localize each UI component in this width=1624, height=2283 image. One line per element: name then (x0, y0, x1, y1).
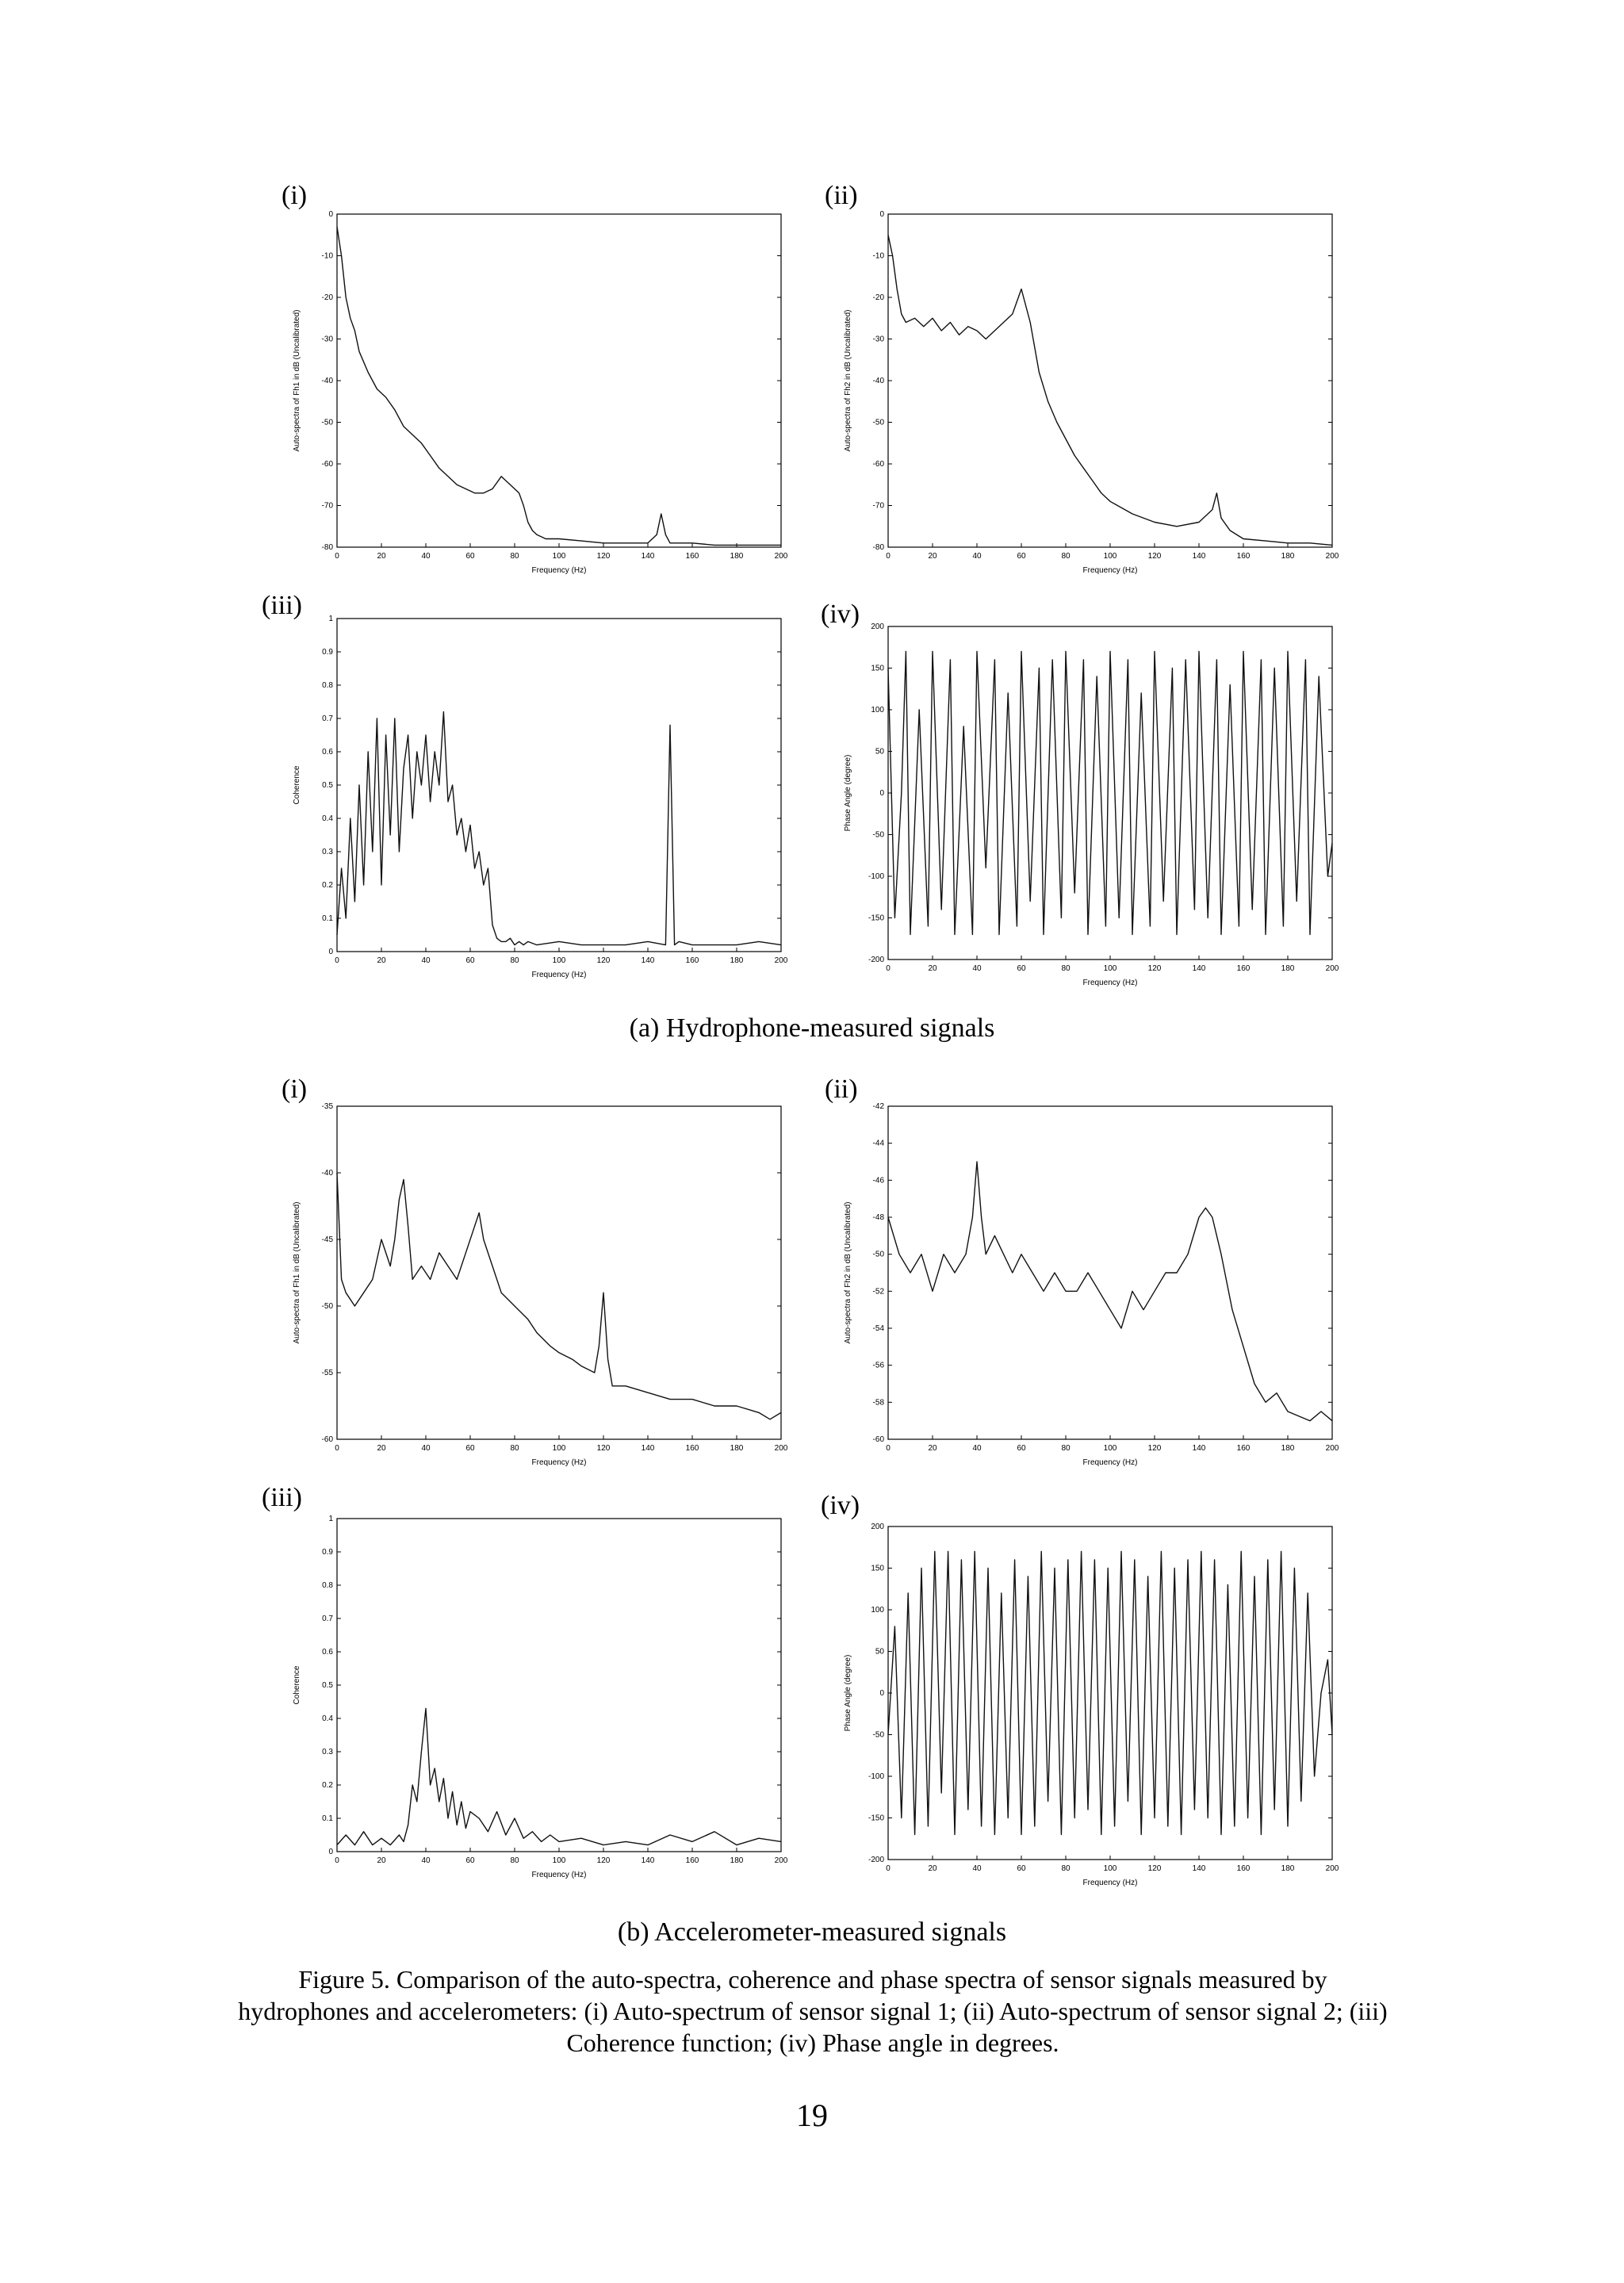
y-tick-label: -56 (872, 1361, 884, 1370)
x-tick-label: 200 (1325, 1864, 1339, 1873)
y-tick-label: -70 (872, 501, 884, 511)
x-tick-label: 0 (335, 1856, 339, 1865)
y-tick-label: -50 (872, 1250, 884, 1259)
y-tick-label: -60 (872, 460, 884, 469)
x-tick-label: 140 (641, 552, 655, 561)
y-tick-label: 0.4 (322, 1714, 333, 1723)
x-tick-label: 200 (774, 956, 788, 965)
y-tick-label: 0 (328, 1848, 333, 1856)
x-tick-label: 100 (1103, 552, 1117, 561)
y-tick-label: -40 (321, 377, 333, 385)
x-tick-label: 120 (596, 1856, 611, 1865)
x-tick-label: 0 (886, 964, 891, 973)
plot-frame (888, 1526, 1332, 1860)
x-tick-label: 80 (510, 1444, 519, 1453)
y-tick-label: -58 (872, 1398, 884, 1408)
x-tick-label: 160 (685, 1444, 699, 1453)
y-tick-label: -55 (321, 1369, 333, 1377)
panel-label-a1: (i) (282, 181, 308, 210)
x-tick-label: 200 (1325, 552, 1339, 561)
chart-svg-a4 (821, 619, 1360, 991)
y-tick-label: -30 (872, 335, 884, 344)
x-tick-label: 160 (1236, 552, 1251, 561)
y-tick-label: 0.5 (322, 781, 333, 790)
y-tick-label: 0.8 (322, 1581, 333, 1590)
x-tick-label: 100 (1103, 1444, 1117, 1453)
panel-label-b2: (ii) (825, 1074, 858, 1104)
section-caption-b: (b) Accelerometer-measured signals (617, 1917, 1007, 1947)
x-tick-label: 100 (552, 1444, 566, 1453)
x-tick-label: 160 (1236, 1444, 1251, 1453)
y-axis-label: Phase Angle (degree) (844, 754, 852, 832)
x-tick-label: 20 (377, 1856, 386, 1865)
chart-svg-a3 (270, 611, 809, 983)
plot-frame (888, 214, 1332, 547)
x-tick-label: 80 (1061, 552, 1071, 561)
x-axis-label: Frequency (Hz) (531, 971, 587, 979)
y-tick-label: -52 (872, 1287, 884, 1297)
x-tick-label: 180 (730, 1856, 744, 1865)
x-tick-label: 60 (465, 1444, 475, 1453)
y-tick-label: -45 (321, 1235, 333, 1244)
y-tick-label: -100 (868, 872, 884, 881)
x-tick-label: 80 (1061, 964, 1071, 973)
x-tick-label: 40 (421, 956, 431, 965)
y-tick-label: -46 (872, 1176, 884, 1186)
x-tick-label: 40 (972, 1864, 982, 1873)
y-tick-label: -60 (872, 1435, 884, 1444)
x-tick-label: 0 (886, 1864, 891, 1873)
series-line (888, 1162, 1332, 1421)
x-tick-label: 180 (1281, 552, 1295, 561)
x-tick-label: 180 (730, 1444, 744, 1453)
series-line (337, 1173, 781, 1419)
y-tick-label: 0.6 (322, 1648, 333, 1657)
y-tick-label: 0.7 (322, 1615, 333, 1623)
y-tick-label: -40 (872, 377, 884, 385)
chart-a3 (270, 611, 809, 983)
x-tick-label: 40 (972, 552, 982, 561)
y-tick-label: 0.6 (322, 748, 333, 757)
x-tick-label: 20 (377, 552, 386, 561)
chart-svg-a1 (270, 206, 809, 579)
y-tick-label: 0 (879, 210, 884, 219)
y-tick-label: -30 (321, 335, 333, 344)
y-tick-label: -54 (872, 1324, 884, 1333)
y-tick-label: 0.9 (322, 1548, 333, 1557)
x-tick-label: 140 (1192, 552, 1206, 561)
y-tick-label: 0.1 (322, 1814, 333, 1823)
x-axis-label: Frequency (Hz) (1082, 1879, 1138, 1887)
y-tick-label: 0.4 (322, 814, 333, 823)
x-tick-label: 0 (886, 1444, 891, 1453)
y-tick-label: 0 (879, 789, 884, 798)
x-tick-label: 160 (685, 1856, 699, 1865)
y-axis-label: Auto-spectra of Fh2 in dB (Uncalibrated) (844, 1201, 852, 1344)
x-tick-label: 100 (1103, 1864, 1117, 1873)
x-tick-label: 40 (421, 1444, 431, 1453)
y-tick-label: -100 (868, 1772, 884, 1781)
chart-a1 (270, 206, 809, 579)
x-axis-label: Frequency (Hz) (531, 1871, 587, 1879)
x-tick-label: 60 (465, 552, 475, 561)
y-tick-label: 0 (328, 948, 333, 956)
x-tick-label: 120 (1147, 1864, 1162, 1873)
y-axis-label: Auto-spectra of Fh1 in dB (Uncalibrated) (293, 309, 301, 452)
x-tick-label: 0 (335, 552, 339, 561)
y-tick-label: 150 (871, 664, 884, 673)
y-tick-label: -50 (872, 418, 884, 427)
x-tick-label: 120 (596, 552, 611, 561)
x-tick-label: 200 (1325, 1444, 1339, 1453)
y-tick-label: 200 (871, 622, 884, 631)
x-tick-label: 200 (774, 1856, 788, 1865)
panel-label-a3: (iii) (262, 591, 302, 620)
chart-a2 (821, 206, 1360, 579)
x-tick-label: 80 (510, 552, 519, 561)
page-number: 19 (796, 2097, 828, 2133)
series-line (337, 712, 781, 945)
x-tick-label: 80 (510, 1856, 519, 1865)
x-tick-label: 60 (465, 1856, 475, 1865)
panel-label-b4: (iv) (821, 1491, 860, 1520)
x-tick-label: 200 (774, 1444, 788, 1453)
x-axis-label: Frequency (Hz) (531, 1458, 587, 1467)
x-tick-label: 40 (972, 964, 982, 973)
x-tick-label: 140 (641, 956, 655, 965)
x-tick-label: 40 (421, 1856, 431, 1865)
y-tick-label: 0 (328, 210, 333, 219)
x-tick-label: 60 (465, 956, 475, 965)
y-tick-label: 100 (871, 706, 884, 714)
x-tick-label: 160 (1236, 1864, 1251, 1873)
x-tick-label: 120 (596, 956, 611, 965)
y-tick-label: 0.3 (322, 1748, 333, 1756)
y-tick-label: 50 (875, 1647, 884, 1657)
x-tick-label: 200 (774, 552, 788, 561)
y-tick-label: -10 (321, 251, 333, 261)
y-tick-label: 150 (871, 1564, 884, 1573)
y-tick-label: 0.5 (322, 1681, 333, 1690)
x-tick-label: 100 (1103, 964, 1117, 973)
x-tick-label: 20 (377, 956, 386, 965)
plot-frame (337, 1519, 781, 1852)
x-tick-label: 140 (1192, 1864, 1206, 1873)
y-tick-label: 0.8 (322, 681, 333, 690)
series-line (337, 227, 781, 546)
x-tick-label: 0 (335, 1444, 339, 1453)
y-tick-label: -80 (321, 543, 333, 552)
y-axis-label: Coherence (293, 1665, 301, 1705)
y-tick-label: 1 (328, 1515, 333, 1523)
plot-frame (337, 214, 781, 547)
x-tick-label: 0 (335, 956, 339, 965)
panel-label-a4: (iv) (821, 599, 860, 629)
y-tick-label: -200 (868, 1856, 884, 1864)
y-tick-label: -70 (321, 501, 333, 511)
y-axis-label: Coherence (293, 765, 301, 805)
y-tick-label: -60 (321, 460, 333, 469)
x-tick-label: 80 (510, 956, 519, 965)
y-tick-label: 1 (328, 615, 333, 623)
panel-label-a2: (ii) (825, 181, 858, 210)
y-tick-label: -200 (868, 956, 884, 964)
x-tick-label: 20 (928, 1864, 937, 1873)
plot-frame (337, 619, 781, 952)
x-tick-label: 0 (886, 552, 891, 561)
x-tick-label: 160 (685, 956, 699, 965)
x-tick-label: 40 (972, 1444, 982, 1453)
y-tick-label: -50 (872, 830, 884, 840)
chart-svg-b4 (821, 1519, 1360, 1891)
x-axis-label: Frequency (Hz) (1082, 979, 1138, 987)
y-axis-label: Phase Angle (degree) (844, 1654, 852, 1732)
y-tick-label: 0.2 (322, 1781, 333, 1790)
y-tick-label: 100 (871, 1606, 884, 1615)
x-tick-label: 20 (928, 1444, 937, 1453)
y-tick-label: -44 (872, 1139, 884, 1148)
x-tick-label: 100 (552, 956, 566, 965)
x-tick-label: 120 (1147, 964, 1162, 973)
x-tick-label: 120 (1147, 552, 1162, 561)
x-tick-label: 60 (1017, 552, 1026, 561)
chart-b1 (270, 1098, 809, 1471)
x-axis-label: Frequency (Hz) (531, 566, 587, 575)
series-line (337, 1708, 781, 1844)
y-tick-label: -60 (321, 1435, 333, 1444)
section-caption-a: (a) Hydrophone-measured signals (629, 1013, 995, 1043)
x-tick-label: 180 (1281, 1444, 1295, 1453)
chart-svg-a2 (821, 206, 1360, 579)
y-tick-label: -50 (872, 1730, 884, 1740)
x-tick-label: 60 (1017, 964, 1026, 973)
x-tick-label: 100 (552, 1856, 566, 1865)
y-tick-label: -20 (872, 293, 884, 302)
y-tick-label: -20 (321, 293, 333, 302)
chart-svg-b3 (270, 1511, 809, 1883)
x-tick-label: 80 (1061, 1864, 1071, 1873)
y-tick-label: 200 (871, 1523, 884, 1531)
y-tick-label: -35 (321, 1102, 333, 1111)
series-line (888, 235, 1332, 545)
y-tick-label: -48 (872, 1213, 884, 1222)
x-tick-label: 180 (730, 552, 744, 561)
y-tick-label: 0.7 (322, 714, 333, 723)
y-tick-label: -150 (868, 914, 884, 923)
y-tick-label: 0.9 (322, 648, 333, 657)
y-tick-label: 0.2 (322, 881, 333, 890)
x-tick-label: 120 (1147, 1444, 1162, 1453)
y-tick-label: 0.1 (322, 914, 333, 923)
x-tick-label: 180 (1281, 1864, 1295, 1873)
x-tick-label: 20 (928, 964, 937, 973)
y-axis-label: Auto-spectra of Fh2 in dB (Uncalibrated) (844, 309, 852, 452)
x-tick-label: 60 (1017, 1444, 1026, 1453)
x-tick-label: 140 (1192, 1444, 1206, 1453)
x-tick-label: 160 (1236, 964, 1251, 973)
y-tick-label: 50 (875, 747, 884, 757)
x-tick-label: 20 (377, 1444, 386, 1453)
x-tick-label: 180 (730, 956, 744, 965)
chart-svg-b1 (270, 1098, 809, 1471)
x-tick-label: 160 (685, 552, 699, 561)
y-tick-label: -50 (321, 418, 333, 427)
chart-a4 (821, 619, 1360, 991)
chart-svg-b2 (821, 1098, 1360, 1471)
figure-caption: Figure 5. Comparison of the auto-spectra, coherence and phase spectra of sensor signals measured by hydrophones and accelerometers: (i) Auto-spectrum of sensor signal 1; (ii) Auto-spectrum of sensor signal 2; (iii) Coherence function; (iv) Phase angle in degrees. (238, 1965, 1388, 2057)
x-tick-label: 80 (1061, 1444, 1071, 1453)
x-tick-label: 20 (928, 552, 937, 561)
y-tick-label: -10 (872, 251, 884, 261)
x-tick-label: 140 (641, 1444, 655, 1453)
x-tick-label: 40 (421, 552, 431, 561)
chart-b4 (821, 1519, 1360, 1891)
x-tick-label: 60 (1017, 1864, 1026, 1873)
panel-label-b3: (iii) (262, 1483, 302, 1512)
x-tick-label: 200 (1325, 964, 1339, 973)
plot-frame (337, 1106, 781, 1439)
x-tick-label: 140 (1192, 964, 1206, 973)
x-tick-label: 100 (552, 552, 566, 561)
y-axis-label: Auto-spectra of Fh1 in dB (Uncalibrated) (293, 1201, 301, 1344)
y-tick-label: -50 (321, 1302, 333, 1311)
y-tick-label: 0 (879, 1689, 884, 1698)
y-tick-label: -150 (868, 1814, 884, 1823)
y-tick-label: -42 (872, 1102, 884, 1111)
x-axis-label: Frequency (Hz) (1082, 566, 1138, 575)
x-axis-label: Frequency (Hz) (1082, 1458, 1138, 1467)
y-tick-label: -80 (872, 543, 884, 552)
x-tick-label: 140 (641, 1856, 655, 1865)
x-tick-label: 120 (596, 1444, 611, 1453)
y-tick-label: -40 (321, 1169, 333, 1178)
y-tick-label: 0.3 (322, 848, 333, 856)
series-line (888, 652, 1332, 935)
chart-b3 (270, 1511, 809, 1883)
panel-label-b1: (i) (282, 1074, 308, 1104)
series-line (888, 1552, 1332, 1835)
x-tick-label: 180 (1281, 964, 1295, 973)
chart-b2 (821, 1098, 1360, 1471)
